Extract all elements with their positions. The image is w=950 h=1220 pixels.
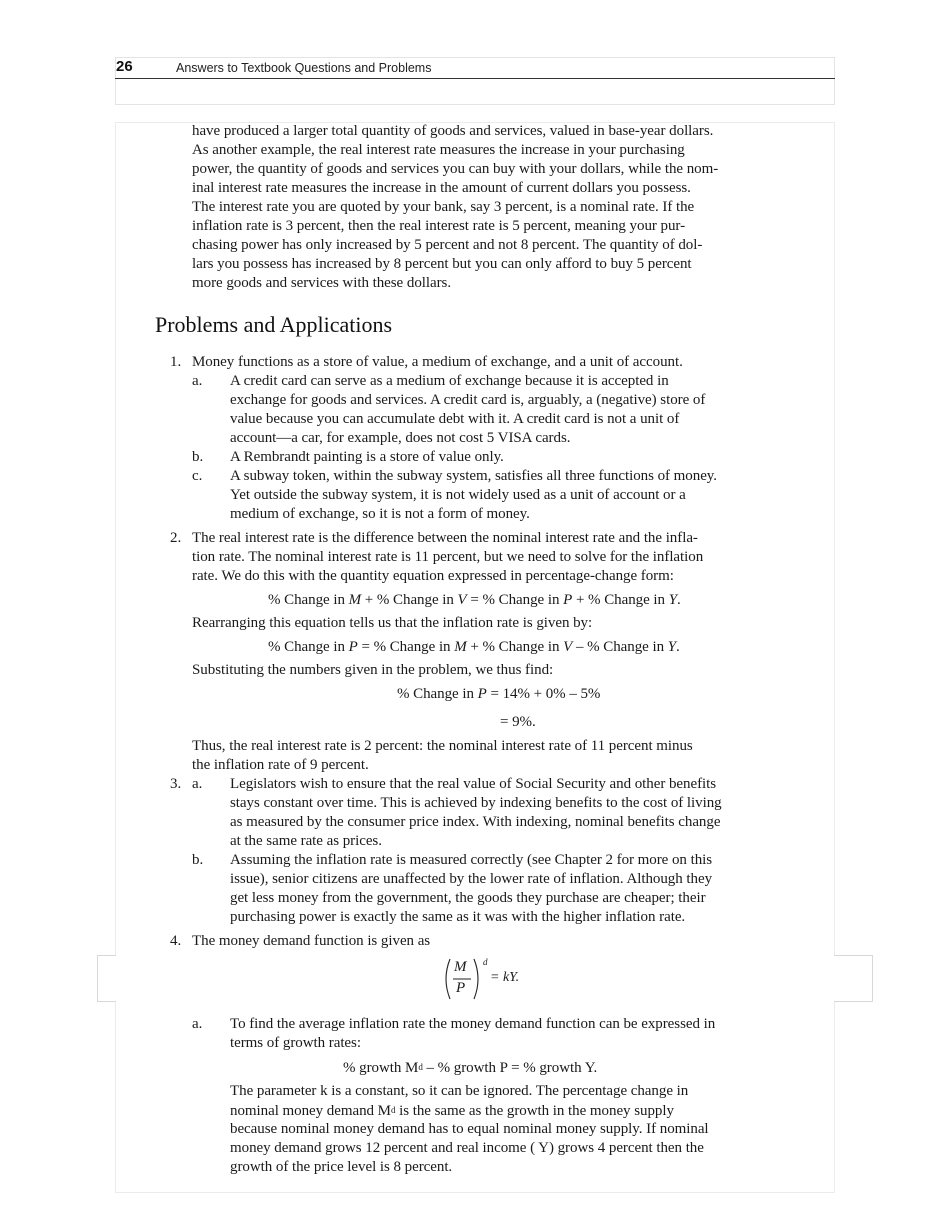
text-line [230,1101,674,1121]
fraction-numerator: M [454,959,467,975]
running-title: Answers to Textbook Questions and Problems [176,61,432,75]
text-line: purchasing power is exactly the same as it was with the higher inflation rate. [230,909,686,925]
sub-label: a. [192,373,203,389]
text-line: To find the average inflation rate the money demand function can be expressed in [230,1016,716,1032]
text-line: Assuming the inflation rate is measured correctly (see Chapter 2 for more on this [230,852,713,868]
sub-label: a. [192,776,203,792]
problem-number: 1. [170,354,182,370]
text-line: Legislators wish to ensure that the real value of Social Security and other benefits [230,776,717,792]
text-line: A subway token, within the subway system, satisfies all three functions of money. [230,468,717,484]
text-line: have produced a larger total quantity of goods and services, valued in base-year dollars. [192,123,714,139]
text-line: tion rate. The nominal interest rate is 11 percent, but we need to solve for the inflation [192,549,704,565]
text-line: rate. We do this with the quantity equation expressed in percentage-change form: [192,568,674,584]
eq-text: . [676,639,680,655]
side-tab-left [97,955,116,1002]
eq-text: = % Change in [466,592,564,608]
sub-label: b. [192,449,204,465]
equation-substitution [397,685,600,704]
sub-label: a. [192,1016,203,1032]
text-line: chasing power has only increased by 5 percent and not 8 percent. The quantity of dol- [192,237,703,253]
text-line: as measured by the consumer price index. With indexing, nominal benefits change [230,814,721,830]
text-line: lars you possess has increased by 8 percent but you can only afford to buy 5 percent [192,256,692,272]
text-line: inflation rate is 3 percent, then the real interest rate is 5 percent, meaning your pur- [192,218,686,234]
eq-text: – % Change in [572,639,668,655]
text: nominal money demand [230,1103,378,1119]
param-k: k [320,1083,328,1099]
text-line: at the same rate as prices. [230,833,382,849]
eq-var: Y [668,592,677,608]
eq-text: + % Change in [361,592,458,608]
text-line: stays constant over time. This is achieved by indexing benefits to the cost of living [230,795,722,811]
sub-label: c. [192,468,203,484]
eq-text: – % growth P = % growth Y. [422,1060,598,1076]
page-number: 26 [116,58,133,75]
text: is the same as the growth in the money supply [395,1103,674,1119]
eq-text: + % Change in [572,592,669,608]
header-rule [115,78,835,79]
text-line: Yet outside the subway system, it is not widely used as a unit of account or a [230,487,686,503]
section-heading: Problems and Applications [155,312,393,337]
eq-var: P [348,639,358,655]
equation-result: = 9%. [500,714,536,730]
text-line: issue), senior citizens are unaffected by the lower rate of inflation. Although they [230,871,713,887]
text-line: inal interest rate measures the increase in the amount of current dollars you possess. [192,180,691,196]
problem-number: 3. [170,776,182,792]
param-subscript: d [390,1105,396,1115]
problem-number: 4. [170,933,182,949]
money-demand-formula [440,957,560,1001]
eq-var: V [457,592,467,608]
text-line: The real interest rate is the difference between the nominal interest rate and the infla- [192,530,698,546]
eq-var: Y [667,639,677,655]
text-line: The money demand function is given as [192,933,431,949]
side-tab-right [834,955,873,1002]
equation-inflation [268,638,680,657]
text-line: A Rembrandt painting is a store of value only. [230,449,504,465]
text-line: the inflation rate of 9 percent. [192,757,369,773]
sub-label: b. [192,852,204,868]
eq-var: P [477,686,487,702]
text-line: Rearranging this equation tells us that the inflation rate is given by: [192,615,593,631]
text-line: A credit card can serve as a medium of exchange because it is accepted in [230,373,669,389]
param-m: M [377,1103,391,1119]
eq-var: V [563,639,573,655]
eq-text: % growth M [343,1060,419,1076]
eq-var: M [348,592,362,608]
text-line: Substituting the numbers given in the problem, we thus find: [192,662,554,678]
eq-text: % Change in [268,592,349,608]
text-line [230,1082,688,1101]
text-line: power, the quantity of goods and services you can buy with your dollars, while the nom- [192,161,719,177]
text-line: more goods and services with these dollars. [192,275,452,291]
text-line: money demand grows 12 percent and real income ( Y) grows 4 percent then the [230,1140,704,1156]
text-line: terms of growth rates: [230,1035,361,1051]
text-line: medium of exchange, so it is not a form of money. [230,506,530,522]
text-line: exchange for goods and services. A credit card is, arguably, a (negative) store of [230,392,706,408]
eq-var: P [563,592,573,608]
text-line: account—a car, for example, does not cost 5 VISA cards. [230,430,571,446]
eq-text: . [677,592,681,608]
eq-var: M [454,639,467,655]
text-line: Money functions as a store of value, a medium of exchange, and a unit of account. [192,354,683,370]
problem-number: 2. [170,530,182,546]
text: is a constant, so it can be ignored. The percentage change in [327,1083,689,1099]
fraction-denominator: P [456,980,466,996]
equation-quantity [268,591,681,610]
formula-rhs: = kY. [490,970,520,985]
text-line: The interest rate you are quoted by your bank, say 3 percent, is a nominal rate. If the [192,199,695,215]
text-line: get less money from the government, the goods they purchase are cheaper; their [230,890,706,906]
eq-text: % Change in [268,639,349,655]
text: The parameter [230,1083,321,1099]
eq-subscript: d [418,1062,423,1072]
growth-equation [343,1058,597,1078]
text-line: As another example, the real interest rate measures the increase in your purchasing [192,142,685,158]
text-line: because nominal money demand has to equal nominal money supply. If nominal [230,1121,709,1137]
eq-text: = % Change in [357,639,455,655]
eq-text: + % Change in [466,639,564,655]
text-line: value because you can accumulate debt with it. A credit card is not a unit of [230,411,680,427]
eq-text: = 14% + 0% – 5% [486,686,601,702]
text-line: growth of the price level is 8 percent. [230,1159,453,1175]
text-line: Thus, the real interest rate is 2 percent: the nominal interest rate of 11 percent minus [192,738,693,754]
superscript-d: d [483,957,488,967]
eq-text: % Change in [397,686,478,702]
